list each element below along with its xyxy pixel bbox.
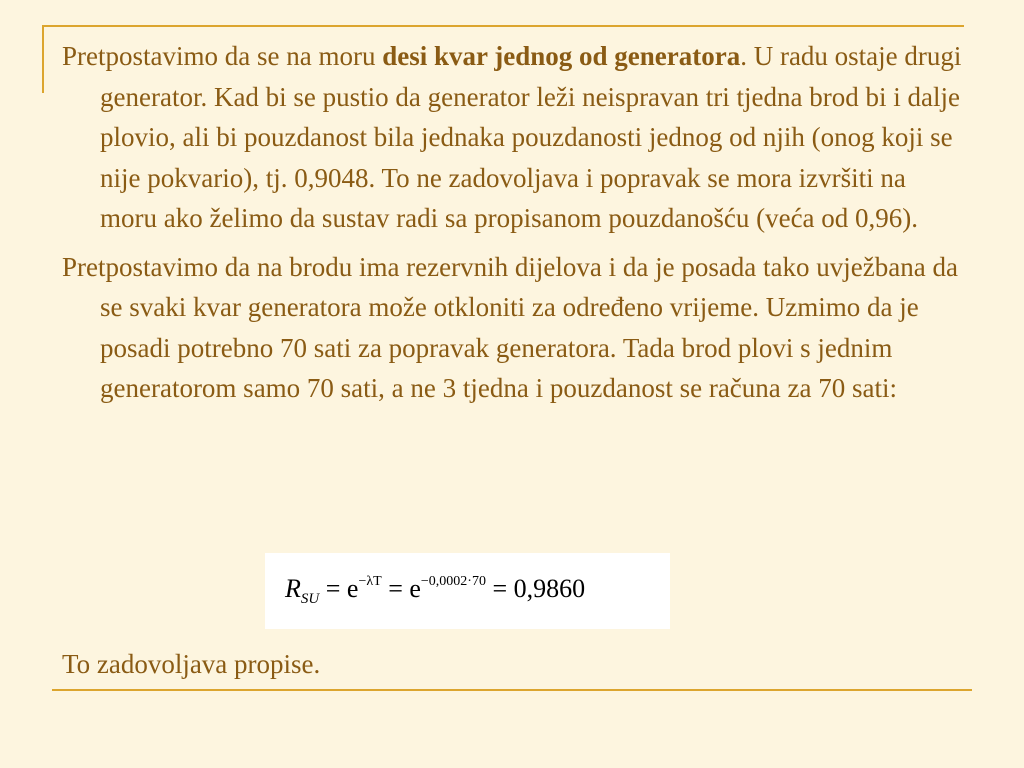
left-rule <box>42 25 44 93</box>
paragraph-1-bold: desi kvar jednog od generatora <box>382 41 741 71</box>
formula-eq1: = e <box>319 574 359 603</box>
formula-exp1: −λT <box>358 574 382 589</box>
formula-exp2: −0,0002·70 <box>420 574 486 589</box>
formula-result: = 0,9860 <box>485 574 586 603</box>
paragraph-1 <box>62 36 967 239</box>
paragraph-2: Pretpostavimo da na brodu ima rezervnih dijelova i da je posada tako uvježbana da se svaki kvar generatora može otkloniti za određeno vrijeme. Uzmimo da je posadi potrebno 70 sati za popravak generatora. Tada brod plovi s jednim generatorom samo 70 sati, a ne 3 tjedna i pouzdanost se računa za 70 sati: <box>62 251 958 403</box>
conclusion-text: To zadovoljava propise. <box>62 649 321 679</box>
bottom-rule <box>52 689 972 691</box>
top-rule <box>42 25 964 27</box>
reliability-formula <box>285 574 585 608</box>
formula-image <box>265 553 670 629</box>
paragraph-1-start: Pretpostavimo da se na moru <box>62 41 383 71</box>
formula-lhs-sub: SU <box>300 591 320 607</box>
paragraph-1-end: . U radu ostaje drugi generator. Kad bi se pustio da generator leži neispravan tri tjedna brod bi i dalje plovio, ali bi pouzdanost bila jednaka pouzdanosti jednog od njih (onog koji se nije pokvario), tj. 0,9048. To ne zadovoljava i popravak se mora izvršiti na moru ako želimo da sustav radi sa propisanom pouzdanošću (veća od 0,96). <box>100 41 962 233</box>
slide-body <box>62 36 967 417</box>
formula-lhs: R <box>285 574 301 603</box>
formula-eq2: = e <box>381 574 421 603</box>
